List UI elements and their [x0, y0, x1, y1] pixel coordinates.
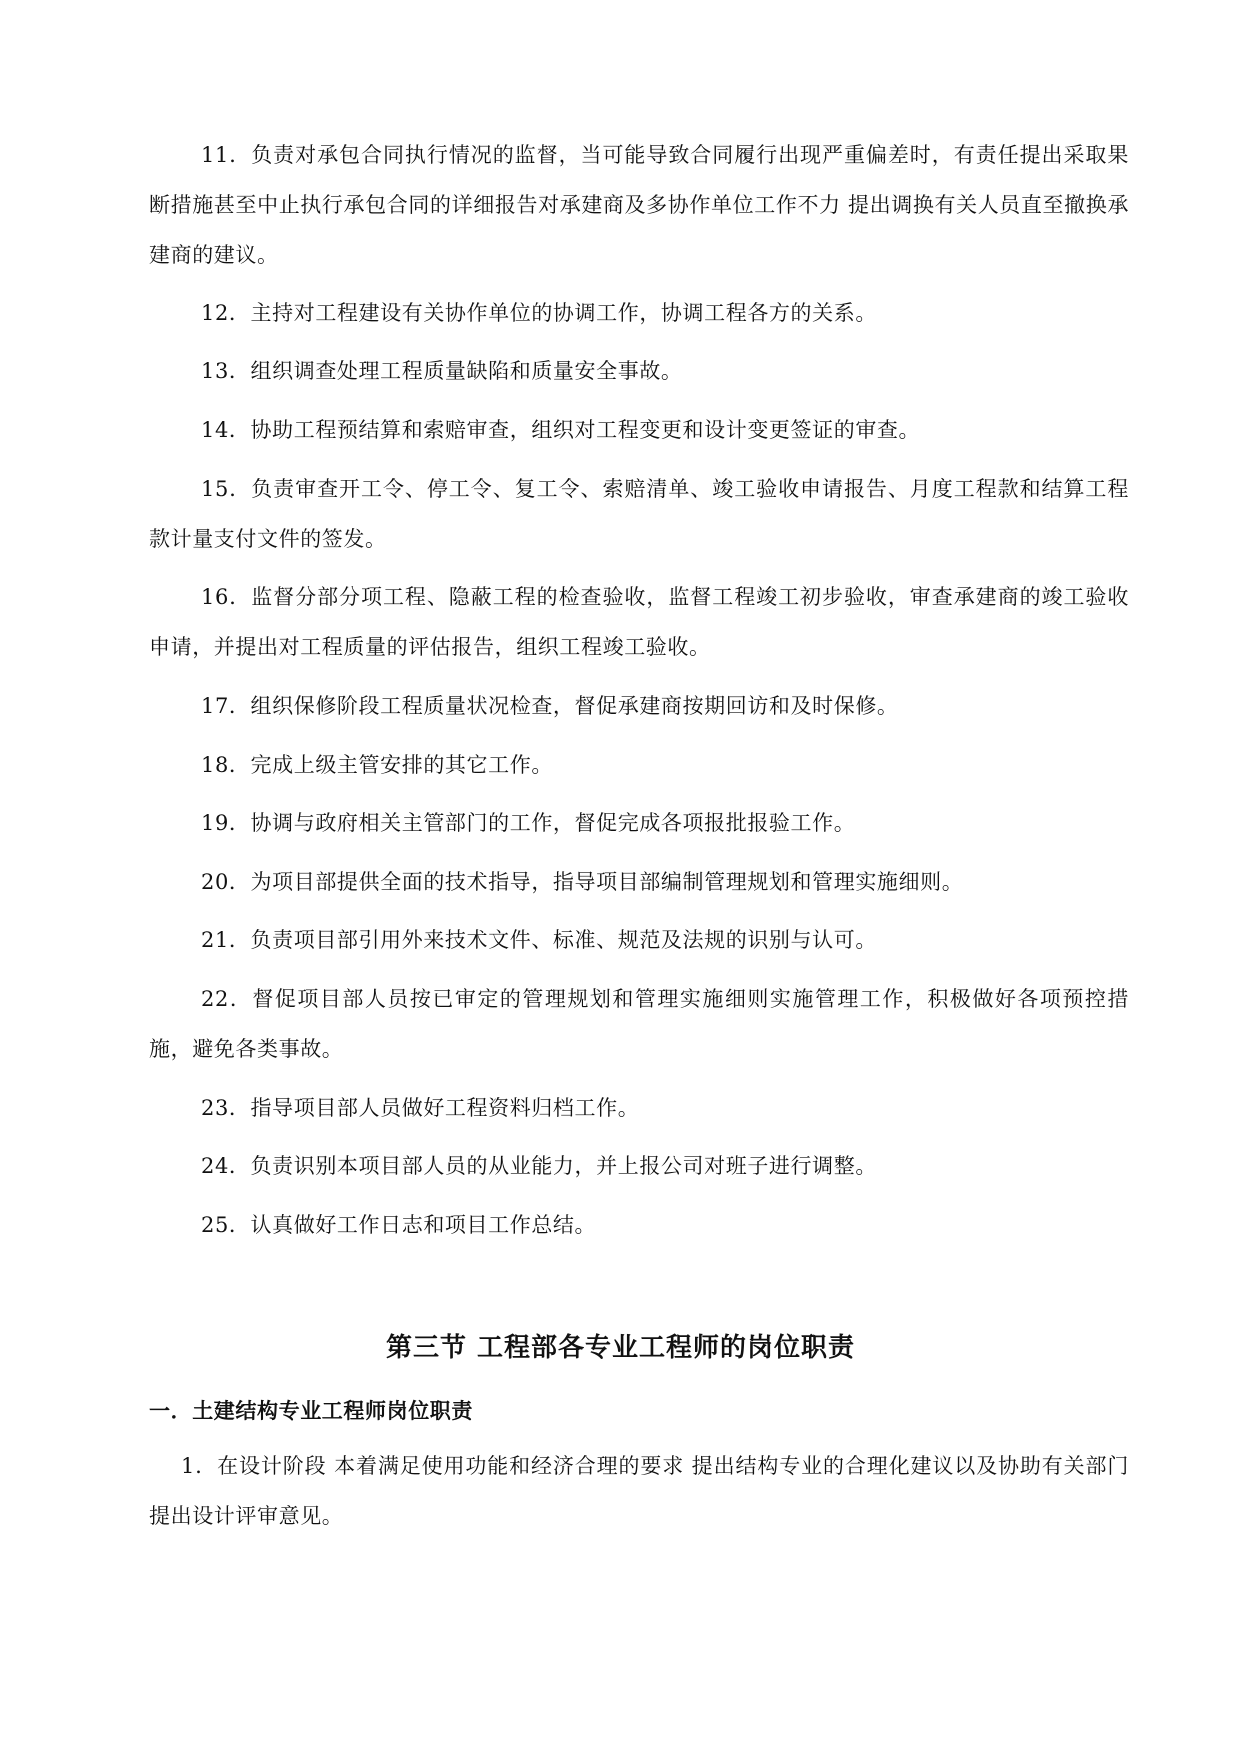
paragraph-item-19: 19．协调与政府相关主管部门的工作，督促完成各项报批报验工作。: [201, 811, 856, 835]
sub-heading: 一．土建结构专业工程师岗位职责: [149, 1399, 473, 1423]
paragraph-item-12: 12．主持对工程建设有关协作单位的协调工作，协调工程各方的关系。: [201, 301, 877, 325]
paragraph-item-17: 17．组织保修阶段工程质量状况检查，督促承建商按期回访和及时保修。: [201, 694, 899, 718]
paragraph-item-11: 11．负责对承包合同执行情况的监督，当可能导致合同履行出现严重偏差时，有责任提出采取果断措施甚至中止执行承包合同的详细报告对承建商及多协作单位工作不力 提出调换有关人员直至撤换承建商的建议。: [149, 143, 1129, 267]
paragraph-item-20: 20．为项目部提供全面的技术指导，指导项目部编制管理规划和管理实施细则。: [201, 870, 964, 894]
paragraph-item-22: 22．督促项目部人员按已审定的管理规划和管理实施细则实施管理工作，积极做好各项预控措施，避免各类事故。: [149, 987, 1129, 1061]
section-heading: 第三节 工程部各专业工程师的岗位职责: [385, 1333, 856, 1363]
paragraph-item-16: 16．监督分部分项工程、隐蔽工程的检查验收，监督工程竣工初步验收，审查承建商的竣工验收申请，并提出对工程质量的评估报告，组织工程竣工验收。: [149, 585, 1129, 659]
paragraph-item-18: 18．完成上级主管安排的其它工作。: [201, 753, 553, 777]
paragraph-item-25: 25．认真做好工作日志和项目工作总结。: [201, 1213, 597, 1237]
paragraph-item-13: 13．组织调查处理工程质量缺陷和质量安全事故。: [201, 359, 683, 383]
sub-paragraph-item-1: 1．在设计阶段 本着满足使用功能和经济合理的要求 提出结构专业的合理化建议以及协助有关部门提出设计评审意见。: [149, 1454, 1129, 1528]
paragraph-item-15: 15．负责审查开工令、停工令、复工令、索赔清单、竣工验收申请报告、月度工程款和结算工程款计量支付文件的签发。: [149, 477, 1129, 551]
paragraph-item-21: 21．负责项目部引用外来技术文件、标准、规范及法规的识别与认可。: [201, 928, 877, 952]
paragraph-item-14: 14．协助工程预结算和索赔审查，组织对工程变更和设计变更签证的审查。: [201, 418, 921, 442]
paragraph-item-23: 23．指导项目部人员做好工程资料归档工作。: [201, 1096, 640, 1120]
paragraph-item-24: 24．负责识别本项目部人员的从业能力，并上报公司对班子进行调整。: [201, 1154, 877, 1178]
